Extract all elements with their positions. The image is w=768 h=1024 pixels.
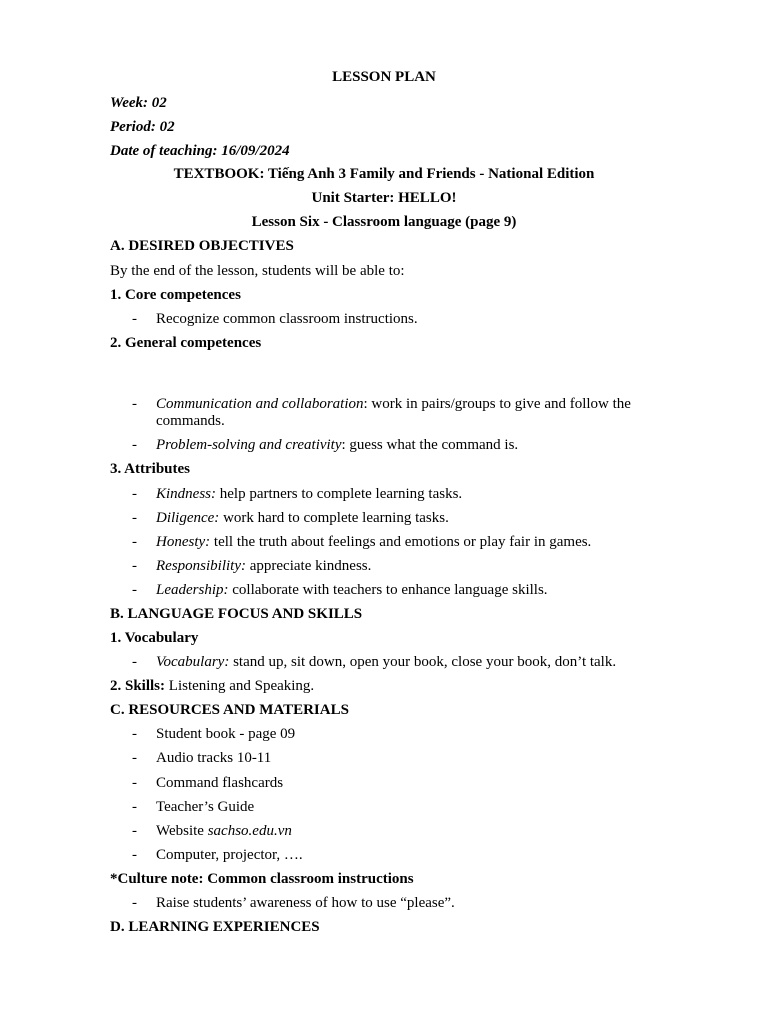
skills-line [110,677,314,695]
list-item-text: : guess what the command is. [341,437,519,453]
list-item-text: Student book - page 09 [156,726,296,742]
bullet-dash: - [132,750,137,766]
bullet-dash: - [132,486,137,502]
bullet-dash: - [132,582,137,598]
list-item-text: Computer, projector, …. [156,847,303,863]
list-item-text: Website [156,823,208,839]
list-item-text: Command flashcards [156,775,284,791]
page-title: LESSON PLAN [332,69,436,85]
list-item-term: Problem-solving and creativity [156,437,342,453]
bullet-dash: - [132,510,137,526]
list-item-term: Vocabulary: [156,654,230,670]
list-item-text: Recognize common classroom instructions. [156,311,418,327]
bullet-dash: - [132,534,137,550]
bullet-dash: - [132,799,137,815]
textbook-title: TEXTBOOK: Tiếng Anh 3 Family and Friends - National Edition [173,166,595,182]
date-label: Date of teaching: 16/09/2024 [110,143,290,159]
bullet-dash: - [132,558,137,574]
core-competences-heading: 1. Core competences [110,287,241,303]
skills-text: Listening and Speaking. [165,678,315,694]
list-item-text: : work in pairs/groups to give and follow the [363,396,631,412]
list-item-text: stand up, sit down, open your book, close your book, don’t talk. [229,654,617,670]
section-c-heading: C. RESOURCES AND MATERIALS [110,702,349,718]
period-label: Period: 02 [110,119,175,135]
list-item-text: Audio tracks 10-11 [156,750,272,766]
list-item-text: appreciate kindness. [246,558,372,574]
general-competences-heading: 2. General competences [110,335,262,351]
list-item-text: work hard to complete learning tasks. [219,510,449,526]
list-item-text: help partners to complete learning tasks. [216,486,463,502]
section-a-intro: By the end of the lesson, students will be able to: [110,263,405,279]
attributes-heading: 3. Attributes [110,461,190,477]
list-item-term: Responsibility: [156,558,246,574]
list-item-term: Honesty: [156,534,211,550]
section-d-heading: D. LEARNING EXPERIENCES [110,919,320,935]
bullet-dash: - [132,311,137,327]
bullet-dash: - [132,654,137,670]
list-item-term: Diligence: [156,510,220,526]
unit-title: Unit Starter: HELLO! [311,190,457,206]
section-a-heading: A. DESIRED OBJECTIVES [110,238,294,254]
week-label: Week: 02 [110,95,167,111]
vocabulary-heading: 1. Vocabulary [110,630,199,646]
bullet-dash: - [132,396,137,412]
list-item-term: Kindness: [156,486,216,502]
section-b-heading: B. LANGUAGE FOCUS AND SKILLS [110,606,363,622]
list-item-text: tell the truth about feelings and emotions or play fair in games. [210,534,592,550]
bullet-dash: - [132,726,137,742]
list-item-text: Teacher’s Guide [156,799,255,815]
bullet-dash: - [132,775,137,791]
lesson-title: Lesson Six - Classroom language (page 9) [251,214,517,230]
skills-label: 2. Skills: [110,678,166,694]
culture-note-heading: *Culture note: Common classroom instructions [110,871,414,887]
list-item-term: Leadership: [156,582,229,598]
list-item-text: collaborate with teachers to enhance language skills. [228,582,548,598]
bullet-dash: - [132,847,137,863]
bullet-dash: - [132,823,137,839]
list-item-term: Communication and collaboration [156,396,364,412]
list-item-text: commands. [156,413,225,429]
list-item-text: Raise students’ awareness of how to use “please”. [156,895,455,911]
bullet-dash: - [132,437,137,453]
bullet-dash: - [132,895,137,911]
website-link: sachso.edu.vn [207,823,292,839]
